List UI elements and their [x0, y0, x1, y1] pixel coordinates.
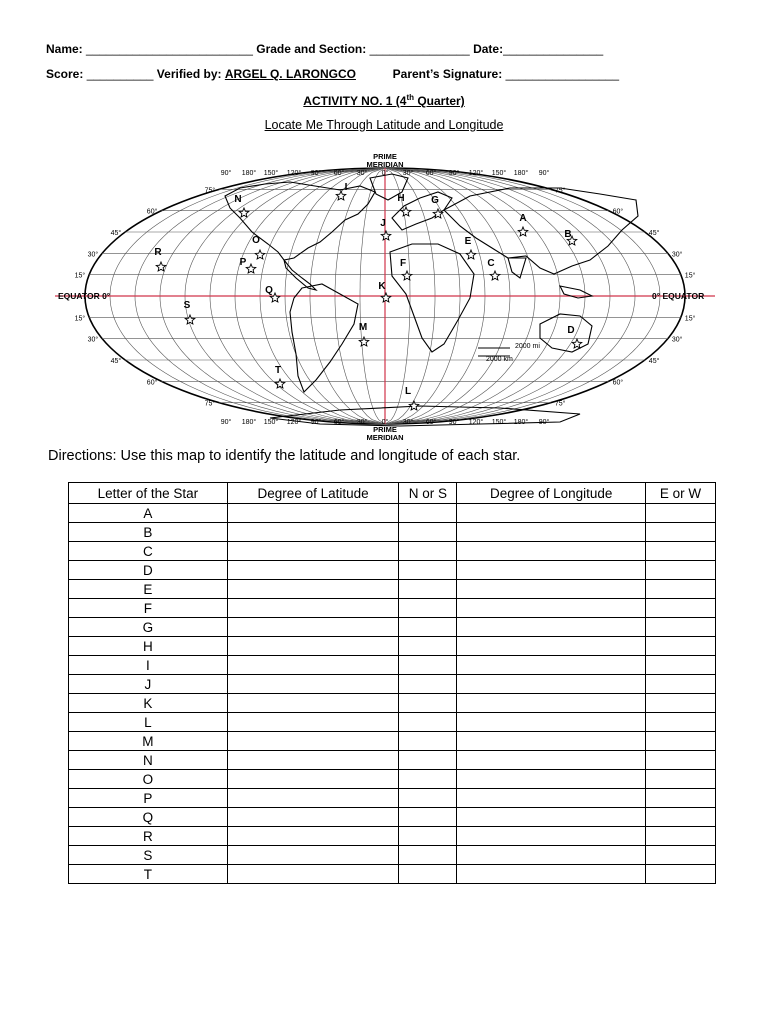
- latitude-label-south: 15°: [684, 315, 696, 323]
- table-row: [69, 789, 716, 808]
- grade-field[interactable]: _______________: [369, 42, 470, 56]
- longitude-cell[interactable]: [457, 542, 646, 561]
- star-icon-l: [409, 401, 419, 410]
- longitude-cell[interactable]: [457, 732, 646, 751]
- answer-table: [68, 482, 716, 884]
- latitude-cell[interactable]: [227, 599, 399, 618]
- n-or-s-cell[interactable]: [399, 523, 457, 542]
- longitude-cell[interactable]: [457, 675, 646, 694]
- longitude-label-bottom: 60°: [425, 419, 437, 426]
- star-label-k: K: [378, 281, 386, 292]
- longitude-label-bottom: 90°: [448, 419, 460, 426]
- longitude-cell[interactable]: [457, 523, 646, 542]
- star-label-q: Q: [265, 285, 273, 296]
- e-or-w-cell[interactable]: [646, 599, 716, 618]
- star-icon-f: [402, 271, 412, 280]
- latitude-label-north: 75°: [554, 187, 566, 195]
- latitude-label-north: 60°: [612, 208, 624, 216]
- e-or-w-cell[interactable]: [646, 770, 716, 789]
- table-row: [69, 637, 716, 656]
- table-row: [69, 580, 716, 599]
- activity-subtitle: Locate Me Through Latitude and Longitude: [264, 118, 504, 132]
- n-or-s-cell[interactable]: [399, 580, 457, 599]
- star-icon-k: [381, 293, 391, 302]
- n-or-s-cell[interactable]: [399, 542, 457, 561]
- longitude-cell[interactable]: [457, 865, 646, 884]
- latitude-cell[interactable]: [227, 846, 399, 865]
- longitude-label-bottom: 30°: [356, 419, 368, 426]
- star-icon-p: [246, 264, 256, 273]
- e-or-w-cell[interactable]: [646, 846, 716, 865]
- star-icon-a: [518, 227, 528, 236]
- table-row: [69, 865, 716, 884]
- longitude-label-top: 30°: [402, 170, 414, 177]
- latitude-label-south: 15°: [74, 315, 86, 323]
- prime-meridian-label-bottom: MERIDIAN: [366, 433, 404, 442]
- latitude-label-south: 75°: [554, 400, 566, 408]
- longitude-cell[interactable]: [457, 751, 646, 770]
- verified-label: Verified by:: [156, 67, 222, 81]
- e-or-w-cell[interactable]: [646, 618, 716, 637]
- longitude-label-top: 120°: [286, 170, 302, 177]
- star-letter-cell: K: [69, 694, 228, 713]
- star-label-r: R: [154, 247, 162, 258]
- table-row: [69, 656, 716, 675]
- latitude-cell[interactable]: [227, 618, 399, 637]
- table-row: [69, 561, 716, 580]
- equator-label-right: 0° EQUATOR: [652, 291, 705, 301]
- table-row: [69, 504, 716, 523]
- verified-name: ARGEL Q. LARONGCO: [224, 67, 356, 81]
- latitude-label-north: 45°: [648, 230, 660, 237]
- star-label-l: L: [404, 386, 412, 397]
- n-or-s-cell[interactable]: [399, 694, 457, 713]
- n-or-s-cell[interactable]: [399, 599, 457, 618]
- scale-label-mi: 2000 mi: [515, 343, 540, 350]
- longitude-cell[interactable]: [457, 656, 646, 675]
- n-or-s-cell[interactable]: [399, 656, 457, 675]
- world-map: [40, 148, 730, 444]
- star-icon-h: [401, 207, 411, 216]
- longitude-label-bottom: 120°: [468, 419, 484, 426]
- table-row: [69, 732, 716, 751]
- grade-label: Grade and Section:: [256, 42, 367, 56]
- date-field[interactable]: _______________: [503, 42, 604, 56]
- longitude-label-top: 90°: [448, 170, 460, 177]
- table-row: [69, 675, 716, 694]
- latitude-label-north: 30°: [87, 251, 99, 259]
- star-letter-cell: D: [69, 561, 228, 580]
- longitude-cell[interactable]: [457, 580, 646, 599]
- latitude-cell[interactable]: [227, 751, 399, 770]
- latitude-label-north: 45°: [110, 230, 122, 237]
- latitude-label-south: 45°: [648, 358, 660, 365]
- longitude-label-top: 0°: [381, 170, 389, 177]
- e-or-w-cell[interactable]: [646, 504, 716, 523]
- star-letter-cell: S: [69, 846, 228, 865]
- header-latitude: Degree of Latitude: [227, 483, 399, 504]
- n-or-s-cell[interactable]: [399, 732, 457, 751]
- star-label-b: B: [564, 229, 572, 240]
- n-or-s-cell[interactable]: [399, 675, 457, 694]
- e-or-w-cell[interactable]: [646, 865, 716, 884]
- longitude-label-top: 60°: [333, 170, 345, 177]
- parent-signature-label: Parent’s Signature:: [392, 67, 503, 81]
- latitude-cell[interactable]: [227, 656, 399, 675]
- e-or-w-cell[interactable]: [646, 808, 716, 827]
- latitude-label-south: 45°: [110, 358, 122, 365]
- star-label-i: I: [344, 182, 348, 193]
- activity-title: ACTIVITY NO. 1 (4th Quarter): [303, 93, 465, 108]
- star-label-d: D: [567, 325, 575, 336]
- e-or-w-cell[interactable]: [646, 637, 716, 656]
- latitude-cell[interactable]: [227, 675, 399, 694]
- table-row: [69, 523, 716, 542]
- latitude-label-south: 30°: [671, 336, 683, 344]
- longitude-label-top: 150°: [263, 170, 279, 177]
- e-or-w-cell[interactable]: [646, 675, 716, 694]
- longitude-cell[interactable]: [457, 713, 646, 732]
- longitude-label-bottom: 120°: [286, 419, 302, 426]
- e-or-w-cell[interactable]: [646, 694, 716, 713]
- star-icon-o: [255, 250, 265, 259]
- name-field[interactable]: _________________________: [86, 42, 253, 56]
- longitude-cell[interactable]: [457, 846, 646, 865]
- longitude-label-top: 180°: [513, 170, 529, 177]
- latitude-label-north: 75°: [204, 187, 216, 195]
- longitude-cell[interactable]: [457, 637, 646, 656]
- longitude-label-bottom: 60°: [333, 419, 345, 426]
- longitude-label-top: 30°: [356, 170, 368, 177]
- latitude-cell[interactable]: [227, 637, 399, 656]
- e-or-w-cell[interactable]: [646, 713, 716, 732]
- latitude-label-south: 60°: [612, 379, 624, 387]
- star-icon-s: [185, 315, 195, 324]
- n-or-s-cell[interactable]: [399, 846, 457, 865]
- header-e-or-w: E or W: [646, 483, 716, 504]
- latitude-label-south: 75°: [204, 400, 216, 408]
- star-label-j: J: [380, 218, 386, 229]
- latitude-cell[interactable]: [227, 789, 399, 808]
- table-row: [69, 542, 716, 561]
- star-icon-m: [359, 337, 369, 346]
- header-letter: Letter of the Star: [69, 483, 228, 504]
- latitude-cell[interactable]: [227, 808, 399, 827]
- star-letter-cell: B: [69, 523, 228, 542]
- e-or-w-cell[interactable]: [646, 580, 716, 599]
- header-n-or-s: N or S: [399, 483, 457, 504]
- e-or-w-cell[interactable]: [646, 789, 716, 808]
- star-label-c: C: [487, 258, 495, 269]
- longitude-label-bottom: 150°: [263, 419, 279, 426]
- equator-label-left: EQUATOR 0°: [58, 291, 111, 301]
- n-or-s-cell[interactable]: [399, 751, 457, 770]
- star-letter-cell: C: [69, 542, 228, 561]
- latitude-cell[interactable]: [227, 732, 399, 751]
- n-or-s-cell[interactable]: [399, 808, 457, 827]
- table-row: [69, 808, 716, 827]
- e-or-w-cell[interactable]: [646, 523, 716, 542]
- latitude-cell[interactable]: [227, 542, 399, 561]
- longitude-label-top: 90°: [538, 170, 550, 177]
- table-row: [69, 751, 716, 770]
- star-icon-n: [239, 208, 249, 217]
- prime-meridian-label-bottom: PRIME: [373, 425, 397, 434]
- table-row: [69, 599, 716, 618]
- star-letter-cell: L: [69, 713, 228, 732]
- star-letter-cell: E: [69, 580, 228, 599]
- star-label-s: S: [183, 300, 191, 311]
- longitude-cell[interactable]: [457, 770, 646, 789]
- star-letter-cell: I: [69, 656, 228, 675]
- scale-label-km: 2000 km: [486, 356, 513, 363]
- star-icon-c: [490, 271, 500, 280]
- longitude-cell[interactable]: [457, 694, 646, 713]
- longitude-label-top: 180°: [241, 170, 257, 177]
- prime-meridian-label-top: PRIME: [373, 152, 397, 161]
- longitude-cell[interactable]: [457, 808, 646, 827]
- longitude-cell[interactable]: [457, 789, 646, 808]
- longitude-label-bottom: 180°: [513, 419, 529, 426]
- parent-signature-field[interactable]: _________________: [505, 67, 620, 81]
- name-label: Name:: [46, 42, 83, 56]
- latitude-cell[interactable]: [227, 504, 399, 523]
- star-label-g: G: [431, 195, 439, 206]
- longitude-label-bottom: 90°: [220, 419, 232, 426]
- table-row: [69, 846, 716, 865]
- e-or-w-cell[interactable]: [646, 656, 716, 675]
- star-letter-cell: N: [69, 751, 228, 770]
- star-label-n: N: [234, 194, 242, 205]
- e-or-w-cell[interactable]: [646, 542, 716, 561]
- prime-meridian-label-top: MERIDIAN: [366, 160, 404, 169]
- longitude-label-bottom: 0°: [381, 419, 389, 426]
- table-row: [69, 713, 716, 732]
- score-label: Score:: [46, 67, 84, 81]
- latitude-cell[interactable]: [227, 580, 399, 599]
- n-or-s-cell[interactable]: [399, 637, 457, 656]
- table-row: [69, 827, 716, 846]
- star-icon-e: [466, 250, 476, 259]
- latitude-cell[interactable]: [227, 523, 399, 542]
- star-letter-cell: J: [69, 675, 228, 694]
- star-label-p: P: [239, 257, 247, 268]
- star-letter-cell: R: [69, 827, 228, 846]
- header-line-1: [46, 42, 603, 56]
- table-row: [69, 770, 716, 789]
- longitude-label-top: 90°: [220, 170, 232, 177]
- star-label-t: T: [274, 365, 282, 376]
- star-icon-t: [275, 379, 285, 388]
- n-or-s-cell[interactable]: [399, 865, 457, 884]
- n-or-s-cell[interactable]: [399, 561, 457, 580]
- star-label-a: A: [519, 213, 527, 224]
- star-letter-cell: M: [69, 732, 228, 751]
- longitude-cell[interactable]: [457, 618, 646, 637]
- star-label-o: O: [252, 235, 260, 246]
- n-or-s-cell[interactable]: [399, 504, 457, 523]
- latitude-cell[interactable]: [227, 827, 399, 846]
- star-letter-cell: T: [69, 865, 228, 884]
- longitude-label-bottom: 180°: [241, 419, 257, 426]
- longitude-label-bottom: 150°: [491, 419, 507, 426]
- n-or-s-cell[interactable]: [399, 713, 457, 732]
- longitude-label-top: 90°: [310, 170, 322, 177]
- n-or-s-cell[interactable]: [399, 618, 457, 637]
- e-or-w-cell[interactable]: [646, 561, 716, 580]
- table-header-row: [69, 483, 716, 504]
- latitude-cell[interactable]: [227, 865, 399, 884]
- star-label-m: M: [358, 322, 368, 333]
- latitude-cell[interactable]: [227, 770, 399, 789]
- n-or-s-cell[interactable]: [399, 770, 457, 789]
- directions-text: Directions: Use this map to identify the latitude and longitude of each star.: [48, 448, 521, 464]
- longitude-cell[interactable]: [457, 827, 646, 846]
- star-letter-cell: A: [69, 504, 228, 523]
- latitude-cell[interactable]: [227, 694, 399, 713]
- star-icon-r: [156, 262, 166, 271]
- star-icon-j: [381, 231, 391, 240]
- longitude-cell[interactable]: [457, 561, 646, 580]
- longitude-label-top: 150°: [491, 170, 507, 177]
- star-letter-cell: Q: [69, 808, 228, 827]
- star-letter-cell: F: [69, 599, 228, 618]
- latitude-cell[interactable]: [227, 713, 399, 732]
- date-label: Date:: [473, 42, 504, 56]
- e-or-w-cell[interactable]: [646, 827, 716, 846]
- star-letter-cell: O: [69, 770, 228, 789]
- star-label-h: H: [397, 193, 405, 204]
- latitude-cell[interactable]: [227, 561, 399, 580]
- e-or-w-cell[interactable]: [646, 751, 716, 770]
- score-field[interactable]: __________: [86, 67, 154, 81]
- star-letter-cell: P: [69, 789, 228, 808]
- latitude-label-south: 30°: [87, 336, 99, 344]
- longitude-label-bottom: 30°: [402, 419, 414, 426]
- star-label-e: E: [464, 236, 472, 247]
- star-letter-cell: G: [69, 618, 228, 637]
- e-or-w-cell[interactable]: [646, 732, 716, 751]
- latitude-label-north: 15°: [684, 272, 696, 280]
- longitude-label-bottom: 90°: [538, 419, 550, 426]
- header-line-2: [46, 67, 619, 81]
- latitude-label-north: 60°: [146, 208, 158, 216]
- latitude-label-north: 30°: [671, 251, 683, 259]
- star-icon-d: [572, 339, 582, 348]
- header-longitude: Degree of Longitude: [457, 483, 646, 504]
- longitude-cell[interactable]: [457, 504, 646, 523]
- longitude-label-bottom: 90°: [310, 419, 322, 426]
- latitude-label-north: 15°: [74, 272, 86, 280]
- longitude-label-top: 60°: [425, 170, 437, 177]
- table-row: [69, 694, 716, 713]
- n-or-s-cell[interactable]: [399, 789, 457, 808]
- latitude-label-south: 60°: [146, 379, 158, 387]
- table-row: [69, 618, 716, 637]
- longitude-label-top: 120°: [468, 170, 484, 177]
- n-or-s-cell[interactable]: [399, 827, 457, 846]
- star-letter-cell: H: [69, 637, 228, 656]
- longitude-cell[interactable]: [457, 599, 646, 618]
- star-label-f: F: [399, 258, 407, 269]
